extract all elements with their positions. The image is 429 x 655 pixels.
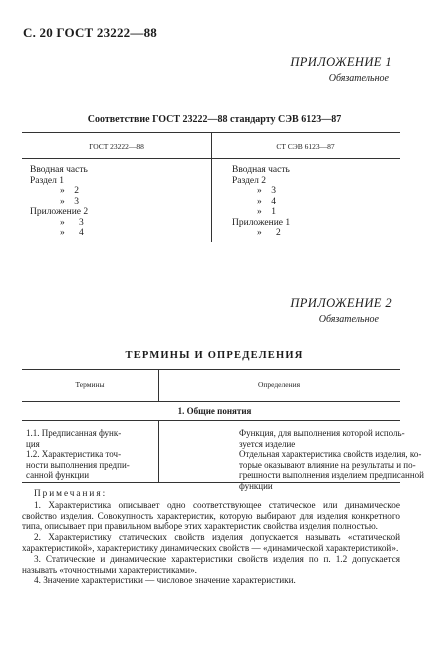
table1-header-rule <box>22 158 400 159</box>
table1-right-row: » 1 <box>257 207 276 217</box>
table1-left-row: » 3 <box>60 196 79 207</box>
appendix1-caption: Соответствие ГОСТ 23222—88 стандарту СЭВ 6123—87 <box>87 114 342 125</box>
note-item: 1. Характеристика описывает одно соответствующее статическое или динамическое свойство изделия. Совокупность характеристик, которую выбирают для изделия конкретного типа, описывает при правильном выборе этих характеристик свойства изделия полностью. <box>22 499 400 532</box>
note-item: 2. Характеристику статических свойств изделия допускается называть «статической характеристикой», характеристику динамических свойств — «динамической характеристикой». <box>22 532 400 553</box>
table1-col-left-header: ГОСТ 23222—88 <box>89 142 144 151</box>
note-item: 3. Статические и динамические характеристики свойств изделия по п. 1.2 допускается называть «точностными характеристиками». <box>22 553 400 575</box>
table1-right-row: » 3 <box>257 186 276 196</box>
table1-left-row: Раздел 1 <box>30 175 64 186</box>
table1-left-row: Вводная часть <box>30 165 88 175</box>
table1-right-row: Вводная часть <box>232 165 290 175</box>
term-2-line: санной функции <box>26 470 90 480</box>
term-1 <box>26 428 121 449</box>
table1-left-row: » 3 <box>60 217 84 228</box>
notes-heading: Примечания: <box>34 488 108 498</box>
definition-2-line: грешности выполнения изделием предписанной <box>239 470 424 480</box>
term-1-line: 1.1. Предписанная функ- <box>26 428 122 438</box>
table1-right-row: Раздел 2 <box>232 175 266 186</box>
appendix2-section-title: ТЕРМИНЫ И ОПРЕДЕЛЕНИЯ <box>125 350 304 361</box>
appendix2-subtitle: Обязательное <box>318 314 379 325</box>
definition-2 <box>239 449 424 491</box>
table1-left-column <box>30 165 88 239</box>
table1-col-right-header: СТ СЭВ 6123—87 <box>276 142 335 151</box>
table1-left-row: » 2 <box>60 186 79 196</box>
table2-col-defs-header: Определения <box>257 380 301 389</box>
table2-body-divider <box>158 420 159 482</box>
table2-subsection-rule <box>22 420 400 421</box>
appendix1-title: ПРИЛОЖЕНИЕ 1 <box>290 55 392 69</box>
table2-subsection-title: 1. Общие понятия <box>177 406 252 416</box>
table2-header-rule <box>22 401 400 402</box>
term-1-line: ция <box>26 438 40 449</box>
note-item: 4. Значение характеристики — числовое значение характеристики. <box>34 575 296 586</box>
definition-2-line: Отдельная характеристика свойств изделия, ко- <box>239 449 422 459</box>
table1-right-row: Приложение 1 <box>232 217 291 228</box>
term-2-line: ности выполнения предпи- <box>26 459 130 470</box>
table2-col-terms-header: Термины <box>75 380 105 389</box>
term-2-line: 1.2. Характеристика точ- <box>26 449 122 459</box>
definition-1-line: зуется изделие <box>239 438 296 449</box>
definition-2-line: торые оказывают влияние на результаты и по- <box>239 459 416 470</box>
table1-left-row: » 4 <box>60 228 84 238</box>
appendix1-subtitle: Обязательное <box>328 73 389 84</box>
term-2 <box>26 449 130 481</box>
page-header: С. 20 ГОСТ 23222—88 <box>23 25 157 40</box>
appendix2-title: ПРИЛОЖЕНИЕ 2 <box>290 296 392 310</box>
table1-right-row: » 2 <box>257 228 281 238</box>
table1-right-column <box>232 165 290 239</box>
definition-2-line: функции <box>239 480 273 491</box>
table2-top-rule <box>22 369 400 370</box>
table2-bottom-rule <box>22 482 400 483</box>
table1-right-row: » 4 <box>257 196 276 207</box>
notes-block <box>22 488 400 586</box>
definition-1-line: Функция, для выполнения которой исполь- <box>239 428 405 438</box>
definition-1 <box>239 428 405 449</box>
table1-left-row: Приложение 2 <box>30 207 89 217</box>
